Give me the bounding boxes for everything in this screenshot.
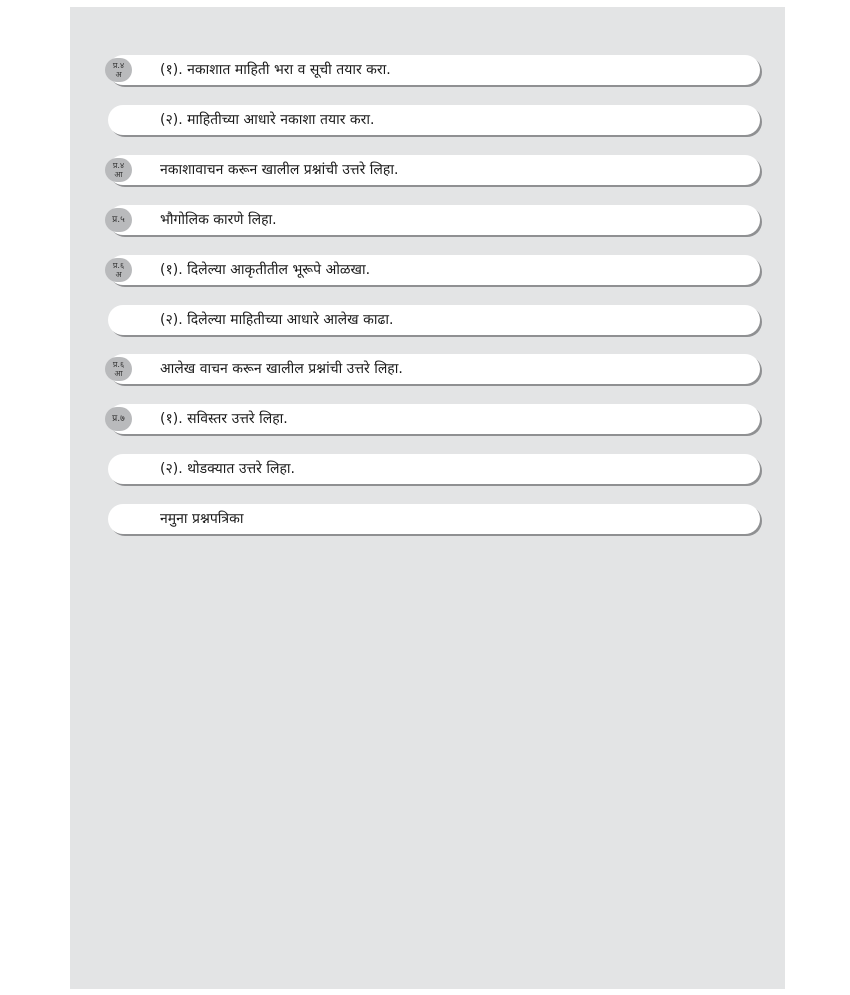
question-number-badge [105, 208, 132, 232]
list-item-q7-1[interactable] [108, 404, 760, 434]
list-item-text: भौगोलिक कारणे लिहा. [160, 212, 277, 228]
list-item-text: आलेख वाचन करून खालील प्रश्नांची उत्तरे लिहा. [160, 361, 403, 377]
list-item-q4a-1[interactable] [108, 55, 760, 85]
badge-number: प्र.५ [112, 214, 125, 225]
list-item-q4b[interactable] [108, 155, 760, 185]
badge-number: प्र.६ [112, 260, 125, 270]
question-number-badge [105, 407, 132, 431]
list-item-q5[interactable] [108, 205, 760, 235]
list-item-q4a-2[interactable] [108, 105, 760, 135]
list-item-q6a-2[interactable] [108, 305, 760, 335]
badge-number: प्र.४ [112, 160, 125, 170]
list-item-text: (२). माहितीच्या आधारे नकाशा तयार करा. [160, 112, 375, 128]
list-item-q6b[interactable] [108, 354, 760, 384]
badge-subpart: अ [115, 269, 122, 279]
badge-subpart: अ [115, 69, 122, 79]
question-number-badge [105, 258, 132, 282]
list-item-text: (१). दिलेल्या आकृतीतील भूरूपे ओळखा. [160, 262, 371, 278]
question-number-badge [105, 58, 132, 82]
list-item-text: (१). नकाशात माहिती भरा व सूची तयार करा. [160, 62, 391, 78]
badge-number: प्र.६ [112, 359, 125, 369]
badge-number: प्र.४ [112, 60, 125, 70]
badge-subpart: आ [114, 169, 123, 179]
list-item-text: (२). दिलेल्या माहितीच्या आधारे आलेख काढा. [160, 312, 394, 328]
question-number-badge [105, 158, 132, 182]
list-item-text: नकाशावाचन करून खालील प्रश्नांची उत्तरे लिहा. [160, 162, 399, 178]
list-item-text: नमुना प्रश्नपत्रिका [160, 511, 244, 527]
list-item-q6a-1[interactable] [108, 255, 760, 285]
list-item-sample-paper[interactable] [108, 504, 760, 534]
badge-number: प्र.७ [112, 413, 125, 424]
badge-subpart: आ [114, 368, 123, 378]
list-item-text: (१). सविस्तर उत्तरे लिहा. [160, 411, 288, 427]
question-number-badge [105, 357, 132, 381]
list-item-text: (२). थोडक्यात उत्तरे लिहा. [160, 461, 295, 477]
list-item-q7-2[interactable] [108, 454, 760, 484]
